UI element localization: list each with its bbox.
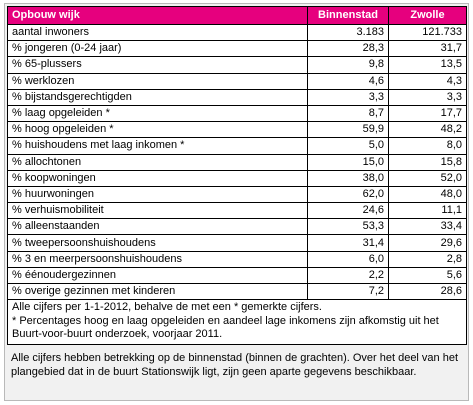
- row-value-binnenstad: 2,2: [308, 267, 389, 283]
- row-value-zwolle: 52,0: [389, 170, 467, 186]
- row-value-binnenstad: 9,8: [308, 57, 389, 73]
- notes-line-1: Alle cijfers per 1-1-2012, behalve de met een * gemerkte cijfers.: [12, 301, 322, 314]
- row-value-binnenstad: 59,9: [308, 122, 389, 138]
- row-value-zwolle: 8,0: [389, 138, 467, 154]
- row-label: % alleenstaanden: [8, 219, 308, 235]
- table-row: [8, 219, 467, 235]
- notes-row: [8, 300, 467, 345]
- row-value-binnenstad: 38,0: [308, 170, 389, 186]
- row-value-zwolle: 15,8: [389, 154, 467, 170]
- table-row: [8, 122, 467, 138]
- table-row: [8, 170, 467, 186]
- row-value-zwolle: 28,6: [389, 284, 467, 300]
- row-value-zwolle: 121.733: [389, 25, 467, 41]
- table-row: [8, 89, 467, 105]
- row-value-zwolle: 48,0: [389, 186, 467, 202]
- row-label: % hoog opgeleiden *: [8, 122, 308, 138]
- row-value-zwolle: 48,2: [389, 122, 467, 138]
- table-body: [8, 25, 467, 300]
- table-row: [8, 73, 467, 89]
- table-row: [8, 235, 467, 251]
- row-label: % 3 en meerpersoonshuishoudens: [8, 251, 308, 267]
- row-label: % koopwoningen: [8, 170, 308, 186]
- row-value-binnenstad: 28,3: [308, 41, 389, 57]
- row-value-zwolle: 5,6: [389, 267, 467, 283]
- row-label: % laag opgeleiden *: [8, 105, 308, 121]
- table-row: [8, 41, 467, 57]
- row-label: % huurwoningen: [8, 186, 308, 202]
- statistics-panel: [4, 3, 469, 401]
- row-label: % bijstandsgerechtigden: [8, 89, 308, 105]
- row-value-zwolle: 17,7: [389, 105, 467, 121]
- row-label: % tweepersoonshuishoudens: [8, 235, 308, 251]
- row-value-binnenstad: 3,3: [308, 89, 389, 105]
- row-label: % werklozen: [8, 73, 308, 89]
- row-value-binnenstad: 3.183: [308, 25, 389, 41]
- row-value-binnenstad: 24,6: [308, 203, 389, 219]
- row-value-binnenstad: 4,6: [308, 73, 389, 89]
- notes-line-2: * Percentages hoog en laag opgeleiden en aandeel lage inkomens zijn afkomstig uit het Buurt-voor-buurt onderzoek, voorjaar 2011.: [12, 314, 439, 341]
- row-value-binnenstad: 53,3: [308, 219, 389, 235]
- row-value-zwolle: 3,3: [389, 89, 467, 105]
- table-row: [8, 251, 467, 267]
- table-row: [8, 138, 467, 154]
- row-value-zwolle: 29,6: [389, 235, 467, 251]
- table-row: [8, 105, 467, 121]
- table-row: [8, 154, 467, 170]
- row-value-binnenstad: 8,7: [308, 105, 389, 121]
- row-value-binnenstad: 7,2: [308, 284, 389, 300]
- row-value-zwolle: 2,8: [389, 251, 467, 267]
- row-value-binnenstad: 31,4: [308, 235, 389, 251]
- row-value-zwolle: 33,4: [389, 219, 467, 235]
- table-row: [8, 203, 467, 219]
- row-label: % jongeren (0-24 jaar): [8, 41, 308, 57]
- table-row: [8, 267, 467, 283]
- table-row: [8, 57, 467, 73]
- footnote-text: Alle cijfers hebben betrekking op de binnenstad (binnen de grachten). Over het deel van het plangebied dat in de buurt Stationswijk ligt, zijn geen aparte gegevens beschikbaar.: [11, 352, 459, 378]
- header-label: Opbouw wijk: [8, 7, 308, 25]
- row-value-zwolle: 13,5: [389, 57, 467, 73]
- row-label: % allochtonen: [8, 154, 308, 170]
- header-binnenstad: Binnenstad: [308, 7, 389, 25]
- row-value-zwolle: 4,3: [389, 73, 467, 89]
- table-header-row: [8, 7, 467, 25]
- row-value-binnenstad: 6,0: [308, 251, 389, 267]
- row-value-binnenstad: 5,0: [308, 138, 389, 154]
- row-value-binnenstad: 15,0: [308, 154, 389, 170]
- table-row: [8, 25, 467, 41]
- row-value-binnenstad: 62,0: [308, 186, 389, 202]
- table-row: [8, 284, 467, 300]
- row-label: % 65-plussers: [8, 57, 308, 73]
- table-row: [8, 186, 467, 202]
- statistics-table: [7, 6, 467, 345]
- row-label: % huishoudens met laag inkomen *: [8, 138, 308, 154]
- row-label: % verhuismobiliteit: [8, 203, 308, 219]
- header-zwolle: Zwolle: [389, 7, 467, 25]
- row-label: % éénoudergezinnen: [8, 267, 308, 283]
- row-label: % overige gezinnen met kinderen: [8, 284, 308, 300]
- notes-cell: [8, 300, 467, 345]
- row-value-zwolle: 31,7: [389, 41, 467, 57]
- row-value-zwolle: 11,1: [389, 203, 467, 219]
- row-label: aantal inwoners: [8, 25, 308, 41]
